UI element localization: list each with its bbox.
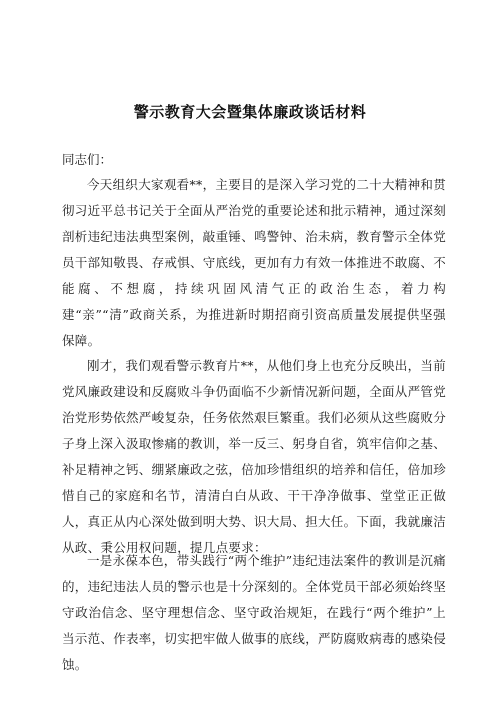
body-paragraph: 一是永葆本色，带头践行“两个维护”违纪违法案件的教训是沉痛的，违纪违法人员的警示也是十分深刻的。全体党员干部必须始终坚守政治信念、坚守理想信念、坚守政治规矩，在践行“两个维护”上当示范、作表率，切实把牢做人做事的底线，严防腐败病毒的感染侵蚀。 (62, 553, 447, 672)
body-paragraph: 今天组织大家观看**，主要目的是深入学习党的二十大精神和贯彻习近平总书记关于全面从严治党的重要论述和批示精神，通过深刻剖析违纪违法典型案例，敲重锤、鸣警钟、治未病，教育警示全体党员干部知敬畏、存戒惧、守底线，更加有力有效一体推进不敢腐、不能腐、不想腐，持续巩固风清气正的政治生态，着力构建“亲”“清”政商关系，为推进新时期招商引资高质量发展提供坚强保障。 (62, 177, 447, 348)
body-paragraph: 刚才，我们观看警示教育片**，从他们身上也充分反映出，当前党风廉政建设和反腐败斗争仍面临不少新情况新问题，全面从严管党治党形势依然严峻复杂，任务依然艰巨繁重。我们必须从这些腐败分子身上深入汲取惨痛的教训，举一反三、躬身自省，筑牢信仰之基、补足精神之钙、绷紧廉政之弦，倍加珍惜组织的培养和信任，倍加珍惜自己的家庭和名节，清清白白从政、干干净净做事、堂堂正正做人，真正从内心深处做到明大势、识大局、担大任。下面，我就廉洁从政、秉公用权问题，提几点要求： (62, 358, 447, 555)
document-title: 警示教育大会暨集体廉政谈话材料 (133, 103, 367, 121)
salutation: 同志们： (62, 152, 113, 167)
